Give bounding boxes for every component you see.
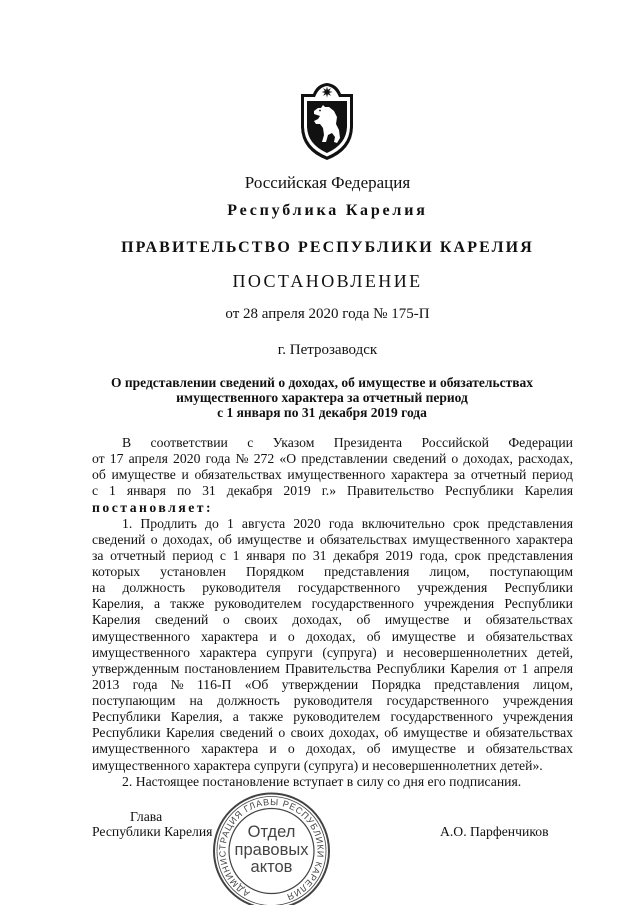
document-title — [4, 375, 640, 420]
item-1-line: Карелия сведений о своих доходах, об имуществе и обязательствах — [92, 612, 573, 628]
decree-word: постановляет: — [92, 499, 214, 515]
title-line: с 1 января по 31 декабря 2019 года — [217, 404, 427, 420]
item-1-line: имущественного характера и о доходах, об имуществе и обязательствах — [92, 741, 573, 757]
item-1-line: на должность руководителя государственного учреждения Республики — [92, 580, 573, 596]
item-1-line: имущественного характера и о доходах, об имуществе и обязательствах — [92, 628, 573, 644]
item-1-line: имущественного характера супруги (супруга) и несовершеннолетних детей, — [92, 644, 573, 660]
item-1-line: поступающим на должность руководителя государственного учреждения — [92, 693, 573, 708]
item-1-line: 1. Продлить до 1 августа 2020 года включительно срок представления — [122, 515, 573, 531]
document-date-number: от 28 апреля 2020 года № 175-П — [225, 306, 430, 322]
stamp-inner-line: правовых — [234, 841, 309, 859]
item-1-line: Карелия, а также руководителем государственного учреждения Республики — [92, 596, 573, 612]
signer-name: А.О. Парфенчиков — [440, 824, 549, 839]
stamp-ring-textpath: АДМИНИСТРАЦИЯ ГЛАВЫ РЕСПУБЛИКИ КАРЕЛИЯ — [217, 796, 326, 903]
item-1-line: 2013 года № 116-П «Об утверждении Порядка представления лицом, — [92, 676, 573, 692]
signer-position-line: Республики Карелия — [92, 824, 213, 839]
preamble-line: В соответствии с Указом Президента Российской Федерации — [122, 435, 573, 450]
stamp-inner-line: Отдел — [247, 823, 296, 841]
item-1-line: сведений о доходах, об имуществе и обязательствах имущественного характера — [92, 531, 573, 547]
preamble-line: с 1 января по 31 декабря 2019 г.» Правительство Республики Карелия — [92, 483, 573, 499]
republic-name: Республика Карелия — [227, 202, 428, 219]
title-line: имущественного характера за отчетный период — [176, 389, 468, 405]
item-1-line: за отчетный период с 1 января по 31 декабря 2019 года, срок представления — [92, 547, 573, 563]
document-type: ПОСТАНОВЛЕНИЕ — [232, 271, 423, 291]
document-body — [92, 435, 573, 790]
stamp-inner-line: актов — [250, 858, 293, 876]
official-stamp — [210, 790, 336, 905]
item-1-line: Республики Карелия сведений о своих доходах, об имуществе и обязательствах — [92, 725, 573, 741]
document-city: г. Петрозаводск — [277, 342, 378, 358]
title-line: О представлении сведений о доходах, об имуществе и обязательствах — [110, 374, 534, 390]
signer-position-line: Глава — [130, 809, 163, 824]
item-1-line: имущественного характера супруги (супруга) и несовершеннолетних детей». — [92, 757, 543, 773]
item-1-line: утвержденным постановлением Правительства Республики Карелия от 1 апреля — [92, 660, 573, 676]
item-1-line: которых установлен Порядком представления лицом, поступающим — [92, 564, 573, 579]
preamble-line: от 17 апреля 2020 года № 272 «О представлении сведений о доходах, расходах, — [92, 451, 573, 467]
karelia-coat-of-arms-icon — [299, 80, 355, 162]
government-name: ПРАВИТЕЛЬСТВО РЕСПУБЛИКИ КАРЕЛИЯ — [121, 239, 534, 256]
item-2-text: 2. Настоящее постановление вступает в силу со дня его подписания. — [122, 773, 522, 789]
preamble-line: об имуществе и обязательствах имущественного характера за отчетный период — [92, 467, 573, 483]
country-name: Российская Федерация — [244, 173, 411, 192]
item-1-line: Республики Карелия, а также руководителем государственного учреждения — [92, 709, 573, 725]
